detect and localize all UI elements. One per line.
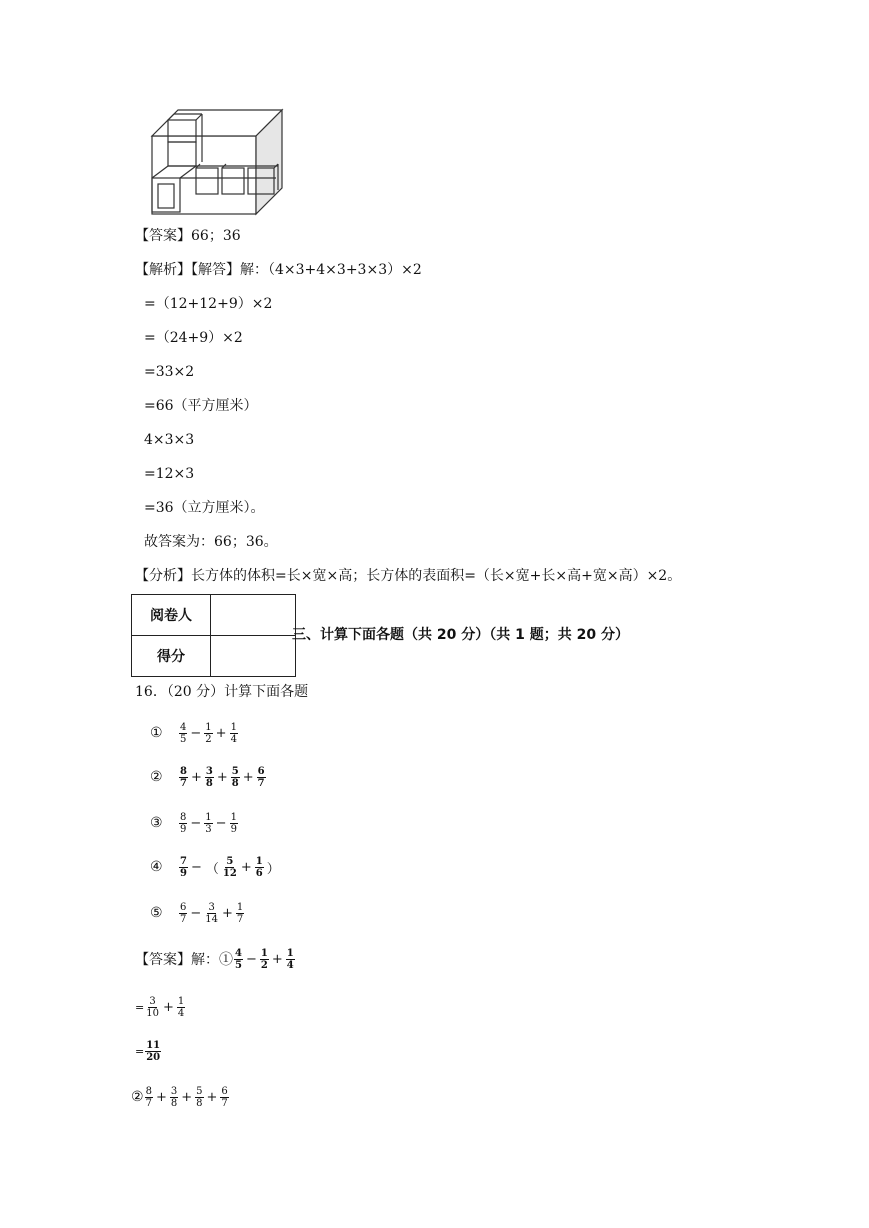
- fraction: [260, 948, 269, 971]
- numerator: 1: [205, 721, 212, 733]
- numerator: 3: [208, 901, 215, 913]
- fraction-expression: [178, 766, 267, 789]
- fraction: [179, 902, 187, 925]
- fenxi-label: 【分析】: [135, 568, 191, 584]
- numerator: 1: [230, 721, 237, 733]
- fraction-expression: [178, 812, 239, 835]
- fraction: [234, 948, 243, 971]
- numerator: 1: [236, 901, 244, 913]
- denominator: 4: [286, 959, 294, 971]
- expression-row: [150, 852, 282, 882]
- operator: +: [271, 951, 283, 967]
- numerator: 5: [226, 855, 234, 867]
- analysis-line: [135, 260, 422, 280]
- denominator: 6: [255, 867, 263, 879]
- fraction: [255, 856, 264, 879]
- numerator: 6: [221, 1085, 228, 1097]
- denominator: 12: [222, 867, 237, 879]
- fraction: [204, 812, 212, 835]
- answer-line: [135, 226, 241, 246]
- fraction: [230, 812, 238, 835]
- solution-step: =（24+9）×2: [144, 330, 243, 346]
- answer-prefix: 解：①: [191, 952, 233, 968]
- numerator: 1: [255, 855, 263, 867]
- reviewer-cell: 阅卷人: [132, 595, 211, 636]
- answer-label: 【答案】: [135, 952, 191, 968]
- fraction-expression: [144, 996, 186, 1019]
- denominator: 20: [146, 1051, 161, 1063]
- fraction: [145, 996, 160, 1019]
- numerator: 8: [145, 1085, 152, 1097]
- numerator: 3: [149, 995, 156, 1007]
- fraction: [286, 948, 295, 971]
- expression-row: [150, 898, 245, 928]
- answer16-step: [135, 992, 186, 1022]
- solution-conclusion: 故答案为：66；36。: [144, 534, 278, 550]
- fraction: [179, 856, 188, 879]
- solution-step: =33×2: [144, 364, 195, 380]
- numerator: 5: [231, 765, 239, 777]
- fraction: [204, 902, 219, 925]
- denominator: 7: [180, 777, 187, 789]
- numerator: 1: [260, 947, 268, 959]
- denominator: 7: [221, 1097, 228, 1109]
- fraction: [177, 996, 185, 1019]
- denominator: 8: [170, 1097, 178, 1109]
- score-cell: 得分: [132, 636, 211, 677]
- numerator: 6: [257, 765, 265, 777]
- expression-row: [150, 718, 239, 748]
- denominator: 8: [205, 777, 213, 789]
- item-mark: ①: [150, 725, 163, 741]
- item-mark: ④: [150, 859, 163, 875]
- fraction: [205, 766, 214, 789]
- operator: −: [215, 815, 227, 831]
- answer16-step: [131, 1082, 230, 1112]
- numerator: 7: [180, 855, 187, 867]
- denominator: 5: [180, 733, 187, 745]
- denominator: 14: [205, 913, 219, 925]
- denominator: 9: [180, 867, 187, 879]
- solution-step: =36（立方厘米）。: [144, 500, 265, 516]
- operator: +: [222, 905, 233, 921]
- fraction-expression: [144, 1040, 162, 1063]
- numerator: 8: [180, 765, 187, 777]
- reviewer-blank-cell: [211, 595, 296, 636]
- operator: +: [242, 769, 254, 785]
- fraction: [257, 766, 266, 789]
- analysis-first-step: 解：（4×3+4×3+3×3）×2: [240, 262, 422, 278]
- numerator: 4: [235, 947, 242, 959]
- fraction: [230, 722, 238, 745]
- item-mark: ②: [131, 1089, 144, 1105]
- operator: +: [155, 1089, 167, 1105]
- answer16-step: [135, 1036, 162, 1066]
- denominator: 3: [205, 823, 212, 835]
- fraction: [170, 1086, 178, 1109]
- fraction: [179, 766, 188, 789]
- fraction: [231, 766, 240, 789]
- item-mark: ⑤: [150, 905, 163, 921]
- expression-row: [150, 762, 267, 792]
- cuboid-figure: [148, 106, 286, 218]
- numerator: 3: [170, 1085, 178, 1097]
- numerator: 8: [180, 811, 187, 823]
- numerator: 5: [196, 1085, 203, 1097]
- numerator: 4: [180, 721, 187, 733]
- numerator: 3: [205, 765, 213, 777]
- operator: +: [216, 769, 228, 785]
- operator: +: [190, 769, 202, 785]
- question-title: 16．（20 分）计算下面各题: [135, 684, 309, 700]
- denominator: 2: [205, 733, 212, 745]
- operator: +: [206, 1089, 218, 1105]
- fraction: [195, 1086, 203, 1109]
- item-mark: ③: [150, 815, 163, 831]
- numerator: 1: [286, 947, 294, 959]
- solution-step: =12×3: [144, 466, 195, 482]
- fraction-expression: [178, 902, 245, 925]
- operator: （: [205, 861, 219, 877]
- fraction: [236, 902, 244, 925]
- fraction: [145, 1040, 161, 1063]
- answer-label: 【答案】: [135, 228, 191, 244]
- expression-row: [150, 808, 239, 838]
- denominator: 10: [146, 1007, 159, 1019]
- numerator: 1: [205, 811, 212, 823]
- denominator: 7: [145, 1097, 152, 1109]
- section-title: 三、计算下面各题（共 20 分）（共 1 题；共 20 分）: [292, 627, 629, 643]
- operator: ）: [266, 861, 280, 877]
- fraction: [222, 856, 238, 879]
- denominator: 8: [196, 1097, 203, 1109]
- solution-step: =66（平方厘米）: [144, 398, 258, 414]
- answer16-line: [135, 944, 296, 974]
- equals-sign: =: [135, 1044, 145, 1058]
- fenxi-text: 长方体的体积=长×宽×高；长方体的表面积=（长×宽+长×高+宽×高）×2。: [191, 568, 682, 584]
- operator: −: [190, 815, 202, 831]
- numerator: 11: [146, 1039, 161, 1051]
- fraction: [179, 722, 187, 745]
- fraction-expression: [178, 722, 239, 745]
- fraction: [220, 1086, 228, 1109]
- operator: +: [162, 999, 174, 1015]
- fenxi-line: [135, 566, 681, 586]
- denominator: 9: [230, 823, 237, 835]
- operator: −: [190, 725, 202, 741]
- score-table: [131, 594, 296, 677]
- operator: −: [245, 951, 257, 967]
- numerator: 6: [180, 901, 187, 913]
- analysis-label: 【解析】【解答】: [135, 262, 240, 278]
- operator: +: [240, 859, 252, 875]
- denominator: 4: [230, 733, 237, 745]
- denominator: 4: [177, 1007, 185, 1019]
- denominator: 5: [235, 959, 242, 971]
- denominator: 7: [257, 777, 265, 789]
- denominator: 8: [231, 777, 239, 789]
- denominator: 2: [260, 959, 268, 971]
- denominator: 9: [180, 823, 187, 835]
- fraction: [179, 812, 187, 835]
- operator: +: [181, 1089, 193, 1105]
- fraction: [145, 1086, 153, 1109]
- numerator: 1: [177, 995, 185, 1007]
- score-blank-cell: [211, 636, 296, 677]
- operator: −: [190, 905, 202, 921]
- fraction: [204, 722, 212, 745]
- numerator: 1: [230, 811, 237, 823]
- solution-step: =（12+12+9）×2: [144, 296, 273, 312]
- solution-step: 4×3×3: [144, 432, 195, 448]
- operator: −: [190, 859, 202, 875]
- fraction-expression: [144, 1086, 230, 1109]
- denominator: 7: [236, 913, 244, 925]
- operator: +: [215, 725, 227, 741]
- fraction-expression: [178, 856, 282, 879]
- fraction-expression: [233, 948, 296, 971]
- equals-sign: =: [135, 1000, 145, 1014]
- answer-value: 66；36: [191, 228, 241, 244]
- denominator: 7: [180, 913, 187, 925]
- item-mark: ②: [150, 769, 163, 785]
